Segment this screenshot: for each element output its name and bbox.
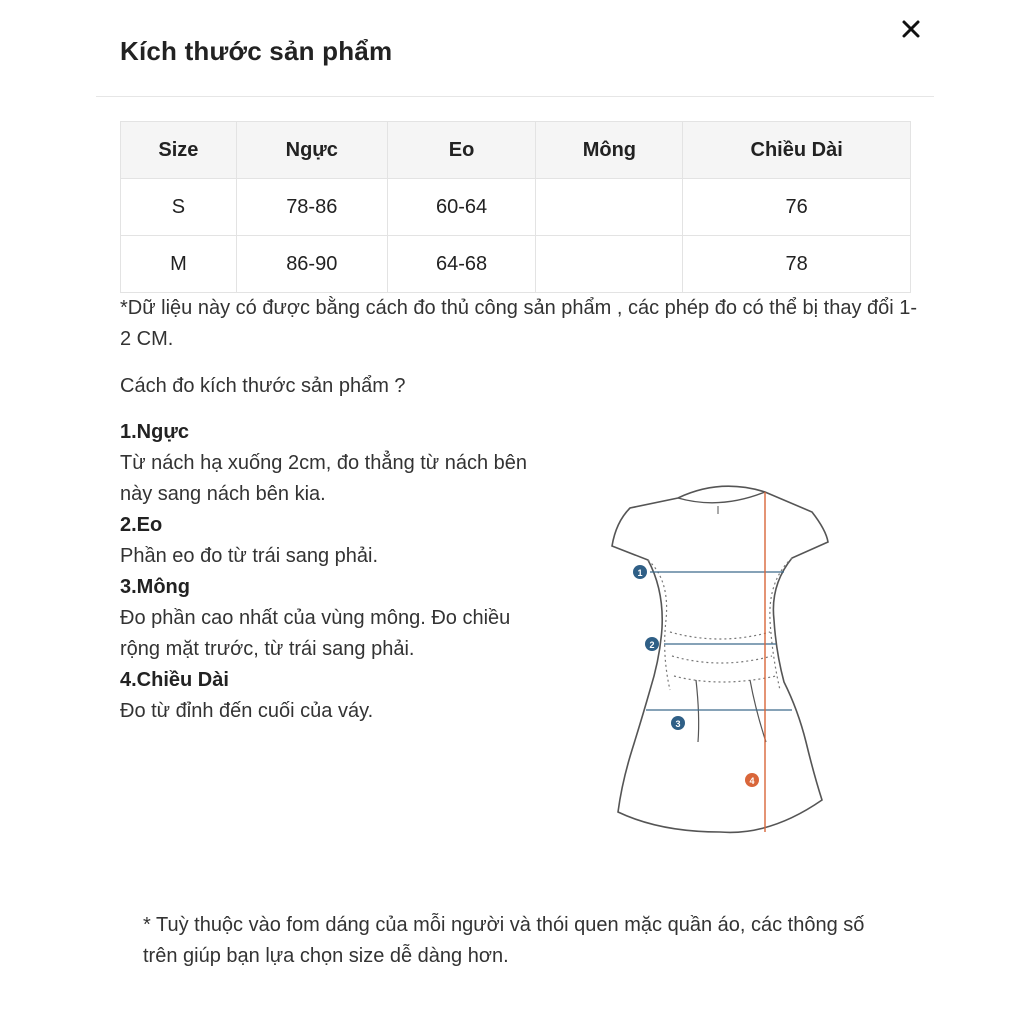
close-button[interactable] [898, 16, 924, 42]
svg-text:4: 4 [749, 776, 755, 786]
header-divider [96, 96, 934, 97]
cell-chest: 86-90 [236, 236, 387, 293]
marker-1 [633, 565, 647, 579]
cell-length: 76 [683, 179, 911, 236]
guide-heading-waist: 2.Eo [120, 514, 163, 536]
header-size: Size [121, 122, 237, 179]
dress-illustration [600, 480, 840, 840]
measure-guide [120, 417, 540, 727]
guide-text-chest: Từ nách hạ xuống 2cm, đo thẳng từ nách bên này sang nách bên kia. [120, 452, 528, 505]
measurement-note: *Dữ liệu này có được bằng cách đo thủ công sản phẩm , các phép đo có thể bị thay đổi 1-2 CM. [120, 297, 918, 350]
table-header-row [121, 122, 911, 179]
cell-hip [536, 179, 683, 236]
how-to-measure-title: Cách đo kích thước sản phẩm ? [120, 375, 406, 397]
close-icon[interactable] [898, 16, 924, 42]
cell-size: S [121, 179, 237, 236]
guide-text-length: Đo từ đỉnh đến cuối của váy. [120, 700, 374, 722]
cell-chest: 78-86 [236, 179, 387, 236]
table-row [121, 236, 911, 293]
dress-outline [612, 486, 828, 832]
guide-heading-length: 4.Chiều Dài [120, 669, 229, 691]
guide-text-hip: Đo phần cao nhất của vùng mông. Đo chiều rộng mặt trước, từ trái sang phải. [120, 607, 511, 660]
dress-diagram [600, 480, 840, 840]
cell-length: 78 [683, 236, 911, 293]
cell-waist: 60-64 [387, 179, 536, 236]
guide-heading-hip: 3.Mông [120, 576, 190, 598]
guide-heading-chest: 1.Ngực [120, 421, 189, 443]
header-chest: Ngực [236, 122, 387, 179]
header-hip: Mông [536, 122, 683, 179]
header-length: Chiều Dài [683, 122, 911, 179]
size-table [120, 121, 911, 293]
header-waist: Eo [387, 122, 536, 179]
guide-text-waist: Phần eo đo từ trái sang phải. [120, 545, 379, 567]
svg-text:3: 3 [675, 719, 681, 729]
marker-2 [645, 637, 659, 651]
cell-waist: 64-68 [387, 236, 536, 293]
footer-note: * Tuỳ thuộc vào fom dáng của mỗi người và thói quen mặc quần áo, các thông số trên giúp bạn lựa chọn size dễ dàng hơn. [143, 914, 865, 967]
marker-4 [745, 773, 759, 787]
cell-hip [536, 236, 683, 293]
cell-size: M [121, 236, 237, 293]
svg-text:1: 1 [637, 568, 643, 578]
modal-title: Kích thước sản phẩm [120, 36, 393, 66]
marker-3 [671, 716, 685, 730]
table-row [121, 179, 911, 236]
svg-text:2: 2 [649, 640, 655, 650]
